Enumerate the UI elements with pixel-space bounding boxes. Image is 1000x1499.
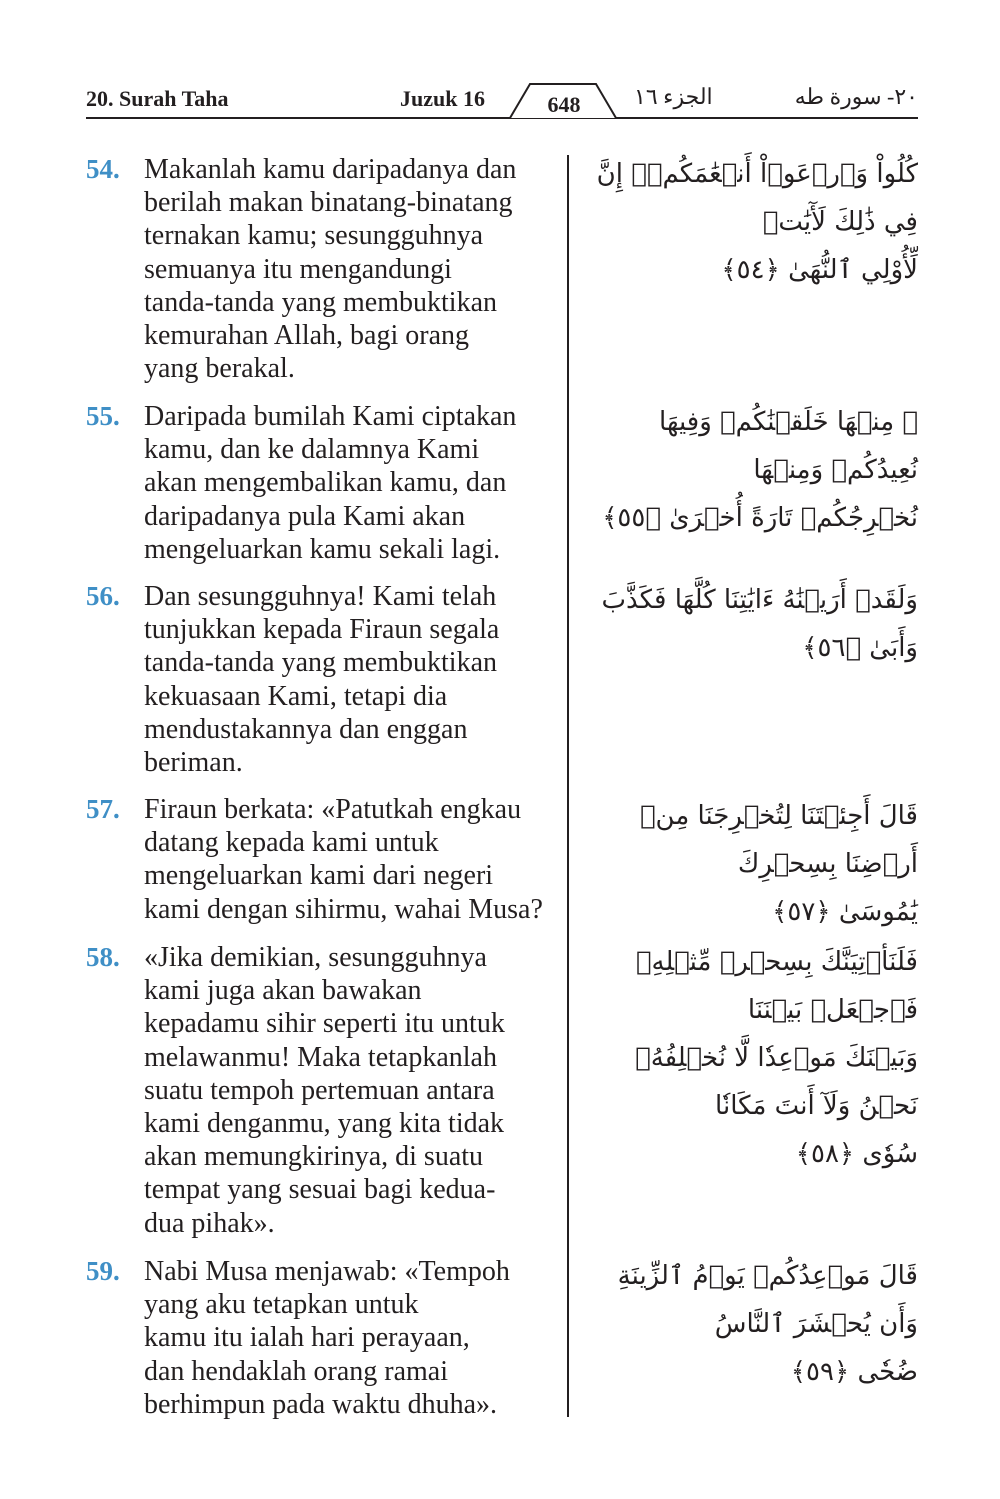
verse-55-arabic: ۞ مِنۡهَا خَلَقۡنَٰكُمۡ وَفِيهَا نُعِيدُكُمۡ وَمِنۡهَا نُخۡرِجُكُمۡ تَارَةً أُخۡرَىٰ ﴿٥٥﴾ bbox=[602, 407, 918, 533]
verse-number: 57. bbox=[86, 794, 120, 824]
verse-translation: Nabi Musa menjawab: «Tempoh yang aku tetapkan untuk kamu itu ialah hari perayaan, dan hendaklah orang ramai berhimpun pada waktu dhuha». bbox=[144, 1256, 510, 1420]
verse-54-arabic: كُلُواْ وَٱرۡعَوۡاْ أَنۡعَٰمَكُمۡۚ إِنَّ فِي ذَٰلِكَ لَأٓيَٰتٖ لِّأُوْلِي ٱلنُّهَىٰ ﴿٥٤﴾ bbox=[596, 159, 918, 285]
verse-translation: Firaun berkata: «Patutkah engkau datang kepada kami untuk mengeluarkan kami dari negeri kami dengan sihirmu, wahai Musa? bbox=[144, 794, 543, 925]
surah-latin-title: 20. Surah Taha bbox=[86, 86, 229, 111]
juzuk-label: Juzuk 16 bbox=[400, 86, 485, 111]
verse-number: 58. bbox=[86, 942, 120, 972]
verse-translation: «Jika demikian, sesungguhnya kami juga akan bawakan kepadamu sihir seperti itu untuk melawanmu! Maka tetapkanlah suatu tempoh pertemuan antara kami denganmu, yang kita tidak akan memungkirinya, di suatu tempat yang sesuai bagi kedua- dua pihak». bbox=[144, 942, 505, 1239]
verse-56-arabic: وَلَقَدۡ أَرَيۡنَٰهُ ءَايَٰتِنَا كُلَّهَا فَكَذَّبَ وَأَبَىٰ ﴿٥٦﴾ bbox=[601, 585, 918, 663]
verse-59-arabic: قَالَ مَوۡعِدُكُمۡ يَوۡمُ ٱلزِّينَةِ وَأَن يُحۡشَرَ ٱلنَّاسُ ضُحٗى ﴿٥٩﴾ bbox=[617, 1261, 918, 1387]
verse-number: 56. bbox=[86, 581, 120, 611]
column-divider bbox=[567, 155, 569, 1417]
verse-translation: Daripada bumilah Kami ciptakan kamu, dan ke dalamnya Kami akan mengembalikan kamu, dan daripadanya pula Kami akan mengeluarkan kamu sekali lagi. bbox=[144, 401, 517, 565]
header-rule bbox=[86, 117, 918, 119]
verse-number: 55. bbox=[86, 401, 120, 431]
verse-translation: Makanlah kamu daripadanya dan berilah makan binatang-binatang ternakan kamu; sesungguhnya semuanya itu mengandungi tanda-tanda yang membuktikan kemurahan Allah, bagi orang yang berakal. bbox=[144, 154, 517, 385]
juz-arabic-label: الجزء ١٦ bbox=[634, 84, 713, 109]
surah-arabic-title: ٢٠- سورة طه bbox=[794, 84, 918, 109]
verse-57-arabic: قَالَ أَجِئۡتَنَا لِتُخۡرِجَنَا مِنۡ أَرۡضِنَا بِسِحۡرِكَ يَٰمُوسَىٰ ﴿٥٧﴾ bbox=[639, 801, 918, 927]
verse-number: 54. bbox=[86, 154, 120, 184]
page-header bbox=[86, 80, 918, 120]
verse-translation: Dan sesungguhnya! Kami telah tunjukkan kepada Firaun segala tanda-tanda yang membuktikan kekuasaan Kami, tetapi dia mendustakannya dan enggan beriman. bbox=[144, 581, 500, 779]
page-number: 648 bbox=[547, 92, 581, 117]
verse-58-arabic: فَلَنَأۡتِيَنَّكَ بِسِحۡرٖ مِّثۡلِهِۦ فَٱجۡعَلۡ بَيۡنَنَا وَبَيۡنَكَ مَوۡعِدٗا لَّا نُخۡلِفُهُۥ نَحۡنُ وَلَآ أَنتَ مَكَانٗا سُوٗى ﴿٥٨﴾ bbox=[635, 947, 918, 1169]
verse-number: 59. bbox=[86, 1256, 120, 1286]
